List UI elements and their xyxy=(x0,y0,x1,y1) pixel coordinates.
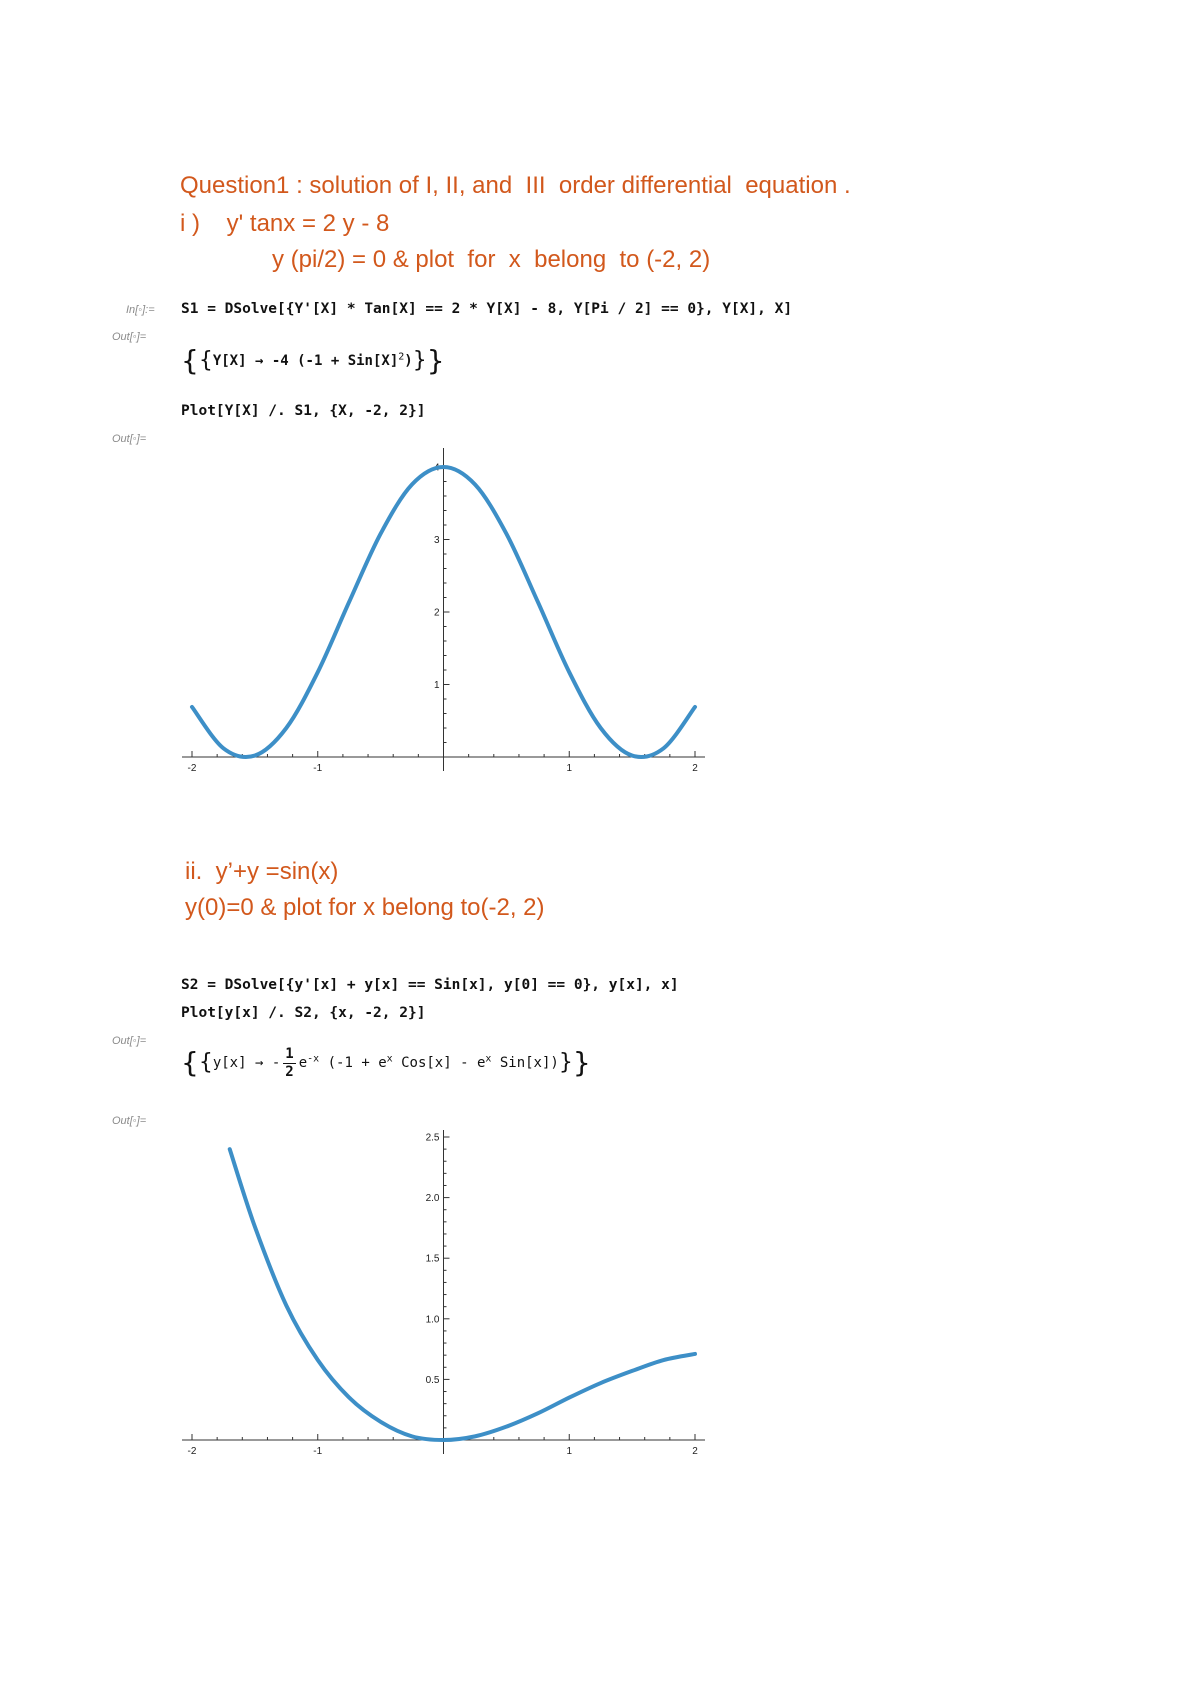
dsolve-output-s1: {{Y[X] → -4 $(-1 + Sin[X]^2)$}} xyxy=(181,344,445,377)
output-cell-label: Out[◦]= xyxy=(112,1035,147,1047)
x-tick-label: -1 xyxy=(313,763,323,774)
question-1-condition: y (pi/2) = 0 & plot for x belong to (-2, 2) xyxy=(272,246,711,273)
input-cell-label: In[◦]:= xyxy=(126,304,155,316)
y-tick-label: 4 xyxy=(433,462,440,474)
y-tick-label: 1.0 xyxy=(425,1314,440,1326)
x-tick-label: 2 xyxy=(692,1446,698,1457)
dsolve-input-s2[interactable]: S2 = DSolve[{y'[x] + y[x] == Sin[x], y[0] == 0}, y[x], x] xyxy=(181,977,679,993)
question-1-heading: Question1 : solution of I, II, and III order differential equation . xyxy=(180,172,851,199)
plot-command-s2[interactable]: Plot[y[x] /. S2, {x, -2, 2}] xyxy=(181,1005,426,1021)
plot-s1-chart xyxy=(160,440,720,780)
question-2-part-ii: ii. y’+y =sin(x) xyxy=(185,858,339,885)
plot-s2-chart xyxy=(160,1125,720,1465)
y-tick-label: 2 xyxy=(433,607,440,619)
plot-command-s1[interactable]: Plot[Y[X] /. S1, {X, -2, 2}] xyxy=(181,403,426,419)
x-tick-label: -2 xyxy=(187,763,197,774)
output-s1-head: Y[X] → -4 (-1 + Sin[X] xyxy=(212,353,399,369)
x-tick-label: 2 xyxy=(692,763,698,774)
fraction-one-half: $\frac{1}{2}$ xyxy=(285,1046,294,1081)
y-tick-label: 2.5 xyxy=(425,1132,440,1144)
x-tick-label: 1 xyxy=(566,763,573,774)
output-s1-exponent: 2 xyxy=(398,351,405,363)
output-s1-tail: ) xyxy=(404,353,413,369)
y-tick-label: 1.5 xyxy=(425,1253,440,1265)
output-cell-label: Out[◦]= xyxy=(112,1115,147,1127)
y-tick-label: 2.0 xyxy=(425,1193,440,1205)
solution-curve xyxy=(230,1149,695,1440)
y-tick-label: 0.5 xyxy=(425,1374,440,1386)
y-tick-label: 3 xyxy=(433,535,440,546)
question-2-condition: y(0)=0 & plot for x belong to(-2, 2) xyxy=(185,894,545,921)
dsolve-output-s2: {{y[x] → - $\frac{1}{2}$ $e^{-x}$ ($-1 + e^x$ $Cos[x] - e^x$ Sin[x])}} xyxy=(181,1046,591,1081)
output-cell-label: Out[◦]= xyxy=(112,331,147,343)
x-tick-label: -2 xyxy=(187,1446,197,1457)
output-cell-label: Out[◦]= xyxy=(112,433,147,445)
x-tick-label: -1 xyxy=(313,1446,323,1457)
dsolve-input-s1[interactable]: S1 = DSolve[{Y'[X] * Tan[X] == 2 * Y[X] - 8, Y[Pi / 2] == 0}, Y[X], X] xyxy=(181,301,793,317)
y-tick-label: 1 xyxy=(433,680,440,691)
x-tick-label: 1 xyxy=(566,1446,573,1457)
output-s2-lhs: y[x] → - xyxy=(212,1055,281,1072)
question-1-part-i: i ) y' tanx = 2 y - 8 xyxy=(180,210,390,237)
